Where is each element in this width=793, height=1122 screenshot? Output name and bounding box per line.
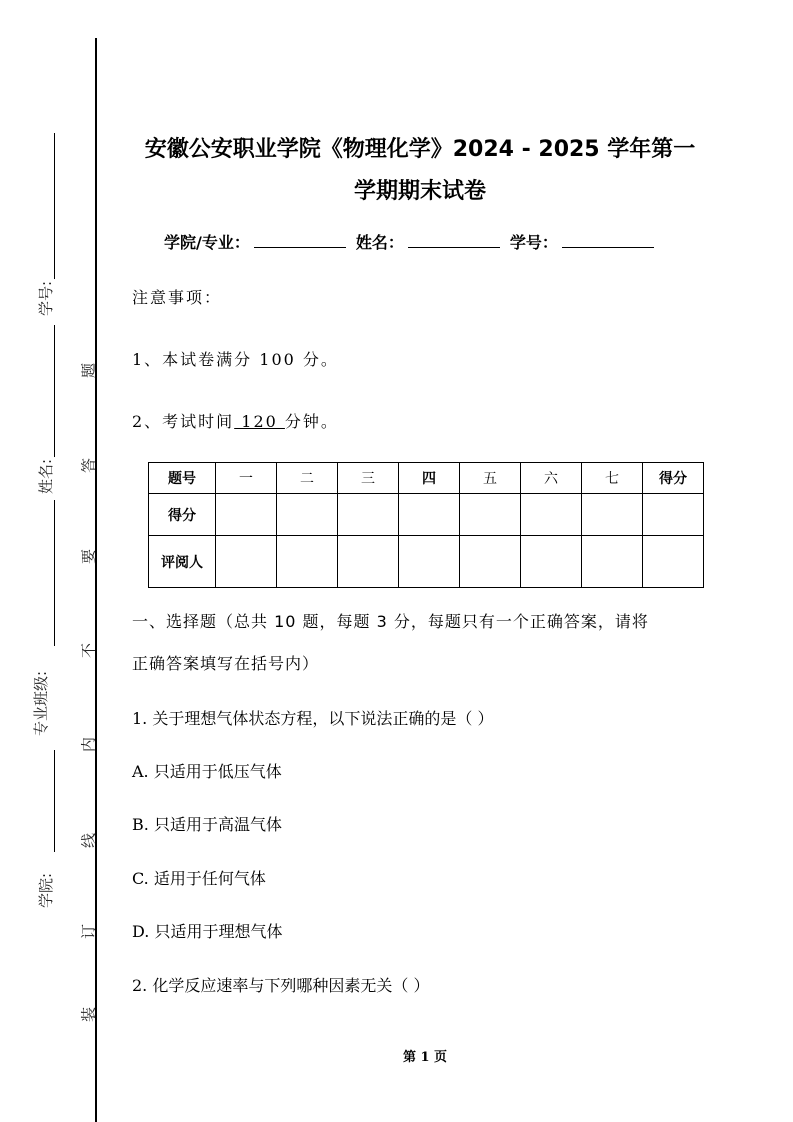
binding-warning-char: 线 [79, 833, 98, 849]
info-label: 姓名： [355, 233, 404, 252]
option-key: C. [132, 869, 149, 888]
score-cell[interactable] [643, 494, 704, 536]
header-cell: 二 [277, 463, 338, 494]
notice-item-2-prefix: 2、考试时间 [132, 412, 235, 431]
option-text: 只适用于低压气体 [153, 762, 282, 781]
score-table [148, 462, 704, 588]
margin-label-name: 姓名: [37, 458, 56, 495]
question-1-option-c[interactable] [132, 866, 266, 889]
question-text: 化学反应速率与下列哪种因素无关（ ） [152, 976, 430, 995]
score-cell[interactable] [582, 494, 643, 536]
reviewer-cell[interactable] [216, 536, 277, 588]
binding-warning-char: 题 [79, 363, 98, 379]
header-cell: 六 [521, 463, 582, 494]
college-major-blank[interactable] [254, 233, 346, 248]
row-label: 评阅人 [149, 536, 216, 588]
info-student-id [510, 230, 654, 253]
name-blank[interactable] [408, 233, 500, 248]
exam-duration-value: 120 [234, 412, 285, 431]
info-name [356, 230, 500, 253]
binding-warning-char: 不 [79, 643, 98, 659]
header-cell: 五 [460, 463, 521, 494]
question-1-option-a[interactable] [132, 759, 282, 782]
score-cell[interactable] [460, 494, 521, 536]
header-cell: 三 [338, 463, 399, 494]
exam-title-line2: 学期期末试卷 [353, 179, 486, 204]
reviewer-cell[interactable] [277, 536, 338, 588]
score-cell[interactable] [338, 494, 399, 536]
section-1-instructions-line2: 正确答案填写在括号内） [132, 654, 320, 673]
score-table-row [149, 494, 704, 536]
margin-label-college: 学院: [37, 872, 56, 909]
row-label: 得分 [149, 494, 216, 536]
notice-item-2 [132, 409, 339, 432]
field-line-student-id [54, 133, 55, 290]
reviewer-cell[interactable] [460, 536, 521, 588]
header-cell: 题号 [149, 463, 216, 494]
option-text: 适用于任何气体 [153, 869, 266, 888]
notice-item-2-suffix: 分钟。 [284, 412, 339, 431]
score-table-header-row [149, 463, 704, 494]
reviewer-cell[interactable] [399, 536, 460, 588]
question-2 [132, 973, 429, 996]
notice-heading: 注意事项： [132, 288, 223, 307]
question-1-option-b[interactable] [132, 812, 282, 835]
page-number: 第 1 页 [402, 1050, 448, 1065]
header-cell: 得分 [643, 463, 704, 494]
reviewer-cell[interactable] [643, 536, 704, 588]
binding-warning-char: 要 [79, 549, 98, 565]
exam-title-line1: 安徽公安职业学院《物理化学》2024 - 2025 学年第一 [144, 137, 696, 162]
header-cell: 四 [399, 463, 460, 494]
field-line-major-class [54, 500, 55, 646]
reviewer-cell[interactable] [521, 536, 582, 588]
binding-warning-char: 内 [79, 737, 98, 753]
margin-label-student-id: 学号: [37, 280, 56, 317]
option-key: D. [132, 922, 150, 941]
option-key: B. [132, 815, 149, 834]
field-line-name [54, 325, 55, 471]
binding-warning-char: 答 [79, 458, 98, 474]
field-line-college [54, 750, 55, 852]
score-cell[interactable] [399, 494, 460, 536]
reviewer-cell[interactable] [582, 536, 643, 588]
binding-line [95, 38, 97, 1122]
score-cell[interactable] [216, 494, 277, 536]
info-college-major [164, 230, 346, 253]
reviewer-cell[interactable] [338, 536, 399, 588]
student-id-blank[interactable] [562, 233, 654, 248]
question-1-option-d[interactable] [132, 919, 282, 942]
header-cell: 一 [216, 463, 277, 494]
margin-label-major-class: 专业班级: [32, 670, 51, 737]
section-1-instructions-line1: 一、选择题（总共 10 题，每题 3 分，每题只有一个正确答案，请将 [132, 612, 649, 631]
notice-item-1: 1、本试卷满分 100 分。 [132, 350, 339, 369]
info-label: 学院/专业： [164, 233, 250, 252]
score-cell[interactable] [521, 494, 582, 536]
option-text: 只适用于理想气体 [154, 922, 283, 941]
option-key: A. [132, 762, 149, 781]
option-text: 只适用于高温气体 [153, 815, 282, 834]
header-cell: 七 [582, 463, 643, 494]
score-table-row [149, 536, 704, 588]
question-number: 2. [132, 976, 148, 995]
binding-warning-char: 订 [79, 924, 98, 940]
binding-warning-char: 装 [79, 1007, 98, 1023]
score-cell[interactable] [277, 494, 338, 536]
student-info-row [164, 230, 654, 253]
question-text: 关于理想气体状态方程，以下说法正确的是（ ） [152, 709, 494, 728]
question-1 [132, 706, 493, 729]
info-label: 学号： [509, 233, 558, 252]
question-number: 1. [132, 709, 148, 728]
